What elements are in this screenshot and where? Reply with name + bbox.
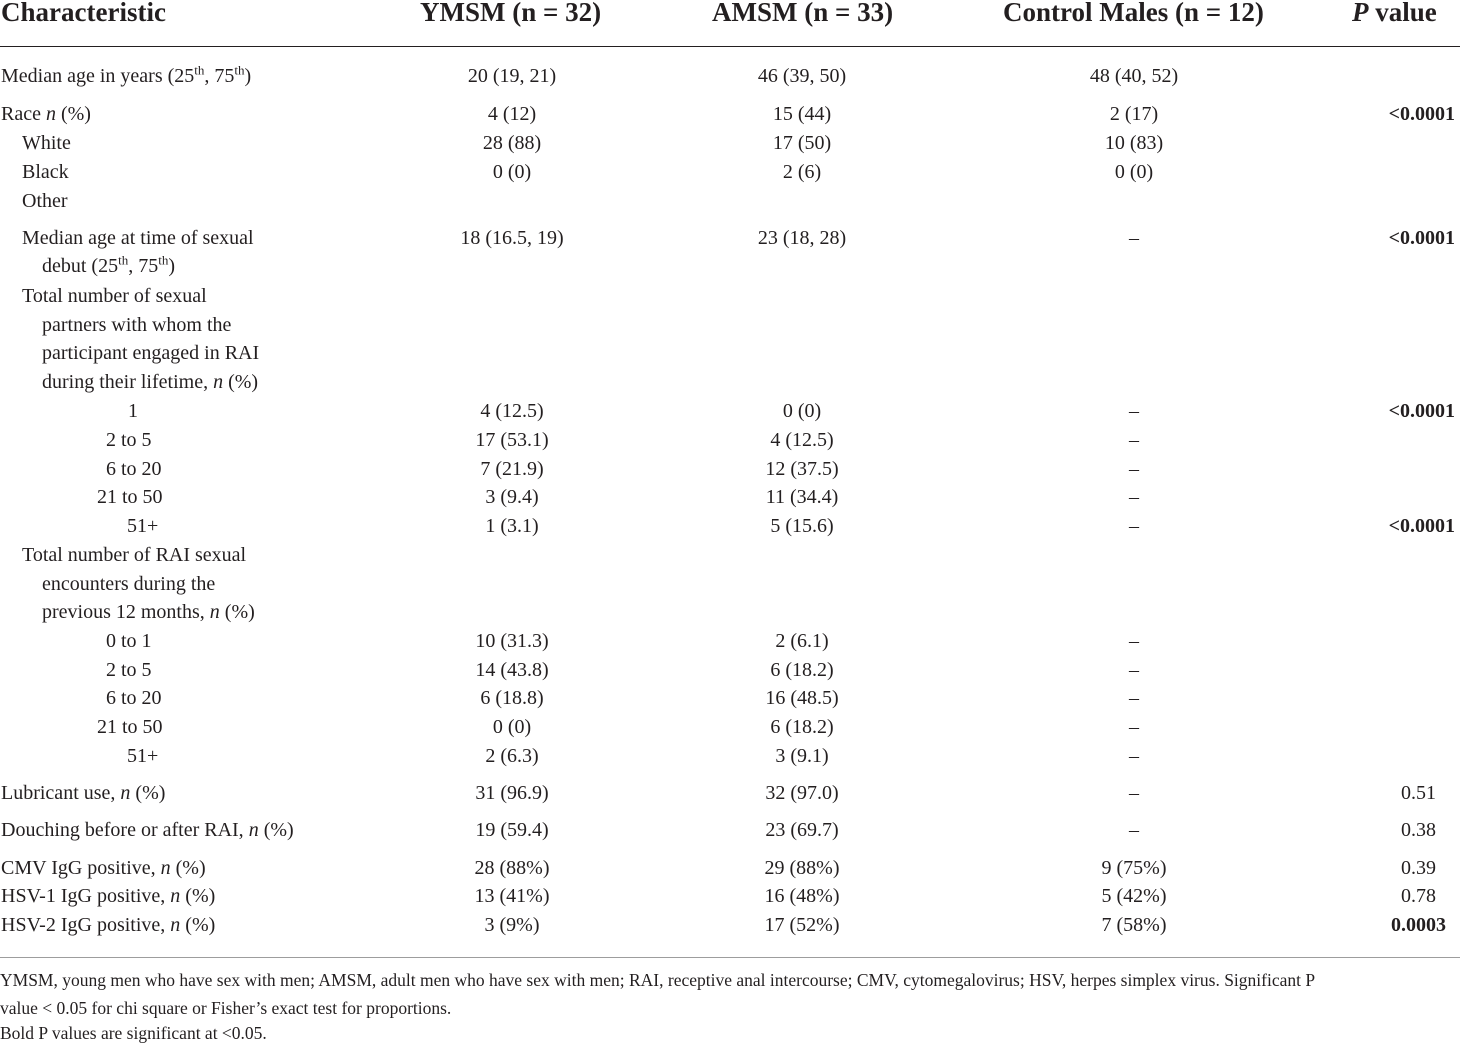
column-header-amsm: AMSM (n = 33) <box>712 0 894 27</box>
cell-ymsm: 1 (3.1) <box>485 515 539 537</box>
row-label: encounters during the <box>42 573 216 595</box>
label-text: CMV IgG positive, <box>1 857 161 879</box>
table-row <box>0 62 1460 91</box>
cell-amsm: 2 (6.1) <box>775 630 829 652</box>
cell-amsm: 3 (9.1) <box>775 745 829 767</box>
label-italic: n <box>170 885 181 907</box>
table-row-continuation <box>0 598 1460 627</box>
column-header-characteristic: Characteristic <box>1 0 166 27</box>
cell-ymsm: 7 (21.9) <box>480 458 544 480</box>
cell-amsm: 4 (12.5) <box>770 429 834 451</box>
cell-control: 5 (42%) <box>1101 885 1167 907</box>
table-row <box>0 426 1460 455</box>
cell-control: 10 (83) <box>1104 132 1164 154</box>
table-row <box>0 483 1460 512</box>
cell-control: – <box>1129 515 1139 537</box>
label-italic: n <box>213 371 224 393</box>
row-label <box>42 368 258 397</box>
table-row <box>0 656 1460 685</box>
cell-ymsm: 13 (41%) <box>474 885 550 907</box>
cell-p-value: <0.0001 <box>1388 103 1455 125</box>
row-label: 6 to 20 <box>106 687 162 709</box>
superscript: th <box>118 252 129 268</box>
column-header-control: Control Males (n = 12) <box>1003 0 1264 27</box>
row-label <box>1 882 215 911</box>
row-label: participant engaged in RAI <box>42 342 260 364</box>
row-label <box>1 911 215 940</box>
superscript: th <box>194 62 205 78</box>
cell-amsm: 0 (0) <box>782 400 822 422</box>
cell-ymsm: 4 (12) <box>487 103 537 125</box>
row-label: Black <box>22 161 69 183</box>
row-label: 51+ <box>127 745 159 767</box>
cell-ymsm: 17 (53.1) <box>475 429 549 451</box>
footnote-line: value < 0.05 for chi square or Fisher’s exact test for proportions. <box>0 998 452 1018</box>
table-row <box>0 779 1460 808</box>
table-row <box>0 684 1460 713</box>
row-label: 0 to 1 <box>106 630 152 652</box>
cell-ymsm: 6 (18.8) <box>480 687 544 709</box>
cell-amsm: 46 (39, 50) <box>757 65 847 87</box>
cell-amsm: 23 (18, 28) <box>757 227 847 249</box>
cell-control: 48 (40, 52) <box>1089 65 1179 87</box>
label-text: , 75 <box>204 65 235 87</box>
label-text: (%) <box>223 371 259 393</box>
label-text: during their lifetime, <box>42 371 214 393</box>
label-text: Median age in years (25 <box>1 65 195 87</box>
cell-ymsm: 0 (0) <box>492 716 532 738</box>
table-row-continuation <box>0 368 1460 397</box>
footnote-divider <box>0 957 1460 958</box>
label-text: debut (25 <box>42 255 119 277</box>
row-label: 21 to 50 <box>97 486 163 508</box>
table-row <box>0 224 1460 253</box>
cell-ymsm: 2 (6.3) <box>485 745 539 767</box>
cell-control: – <box>1129 687 1139 709</box>
label-text: HSV-2 IgG positive, <box>1 914 171 936</box>
label-italic: n <box>160 857 171 879</box>
table-row <box>0 541 1460 570</box>
table-header <box>0 0 1460 47</box>
cell-amsm: 6 (18.2) <box>770 659 834 681</box>
table-row <box>0 187 1460 216</box>
cell-control: – <box>1129 630 1139 652</box>
row-label: White <box>22 132 71 154</box>
table-row <box>0 158 1460 187</box>
table-row <box>0 816 1460 845</box>
cell-control: – <box>1129 458 1139 480</box>
table-row-continuation <box>0 339 1460 368</box>
cell-amsm: 17 (52%) <box>764 914 840 936</box>
cell-control: – <box>1129 782 1139 804</box>
cell-p-value: 0.0003 <box>1391 914 1446 936</box>
row-label: Total number of RAI sexual <box>22 544 247 566</box>
label-text: Lubricant use, <box>1 782 121 804</box>
cell-ymsm: 10 (31.3) <box>475 630 549 652</box>
row-label: 1 <box>128 400 138 422</box>
cell-amsm: 16 (48.5) <box>765 687 839 709</box>
cell-control: – <box>1129 429 1139 451</box>
row-label <box>42 598 255 627</box>
column-header-ymsm: YMSM (n = 32) <box>420 0 602 27</box>
table-row <box>0 627 1460 656</box>
label-text: Race <box>1 103 46 125</box>
cell-ymsm: 4 (12.5) <box>480 400 544 422</box>
cell-amsm: 32 (97.0) <box>765 782 839 804</box>
table-row <box>0 129 1460 158</box>
column-header-p-value <box>1352 0 1437 30</box>
cell-control: 9 (75%) <box>1101 857 1167 879</box>
label-italic: n <box>209 601 220 623</box>
table-row-continuation <box>0 311 1460 340</box>
cell-p-value: 0.38 <box>1401 819 1436 841</box>
cell-amsm: 16 (48%) <box>764 885 840 907</box>
row-label <box>1 854 206 883</box>
row-label: Other <box>22 190 68 212</box>
cell-amsm: 11 (34.4) <box>765 486 839 508</box>
cell-control: – <box>1129 745 1139 767</box>
cell-p-value: <0.0001 <box>1388 515 1455 537</box>
table-row <box>0 512 1460 541</box>
label-italic: n <box>170 914 181 936</box>
cell-ymsm: 3 (9.4) <box>485 486 539 508</box>
cell-amsm: 12 (37.5) <box>765 458 839 480</box>
p-header-rest: value <box>1368 0 1437 27</box>
row-label <box>1 100 91 129</box>
label-text: (%) <box>258 819 294 841</box>
table-row <box>0 713 1460 742</box>
superscript: th <box>158 252 169 268</box>
row-label: 2 to 5 <box>106 429 152 451</box>
table-row <box>0 882 1460 911</box>
row-label <box>42 252 175 281</box>
cell-control: – <box>1129 659 1139 681</box>
label-text: (%) <box>170 857 206 879</box>
row-label: 51+ <box>127 515 159 537</box>
cell-p-value: 0.39 <box>1401 857 1436 879</box>
label-text: ) <box>244 65 252 87</box>
row-label: 6 to 20 <box>106 458 162 480</box>
label-text: (%) <box>180 914 216 936</box>
cell-ymsm: 14 (43.8) <box>475 659 549 681</box>
cell-ymsm: 28 (88%) <box>474 857 550 879</box>
row-label <box>1 779 165 808</box>
label-italic: n <box>248 819 259 841</box>
cell-ymsm: 18 (16.5, 19) <box>460 227 564 249</box>
row-label: partners with whom the <box>42 314 232 336</box>
label-text: , 75 <box>128 255 159 277</box>
label-text: Douching before or after RAI, <box>1 819 249 841</box>
cell-ymsm: 20 (19, 21) <box>467 65 557 87</box>
cell-amsm: 15 (44) <box>772 103 832 125</box>
label-text: (%) <box>180 885 216 907</box>
cell-p-value: <0.0001 <box>1388 227 1455 249</box>
label-text: (%) <box>55 103 91 125</box>
table-row <box>0 911 1460 940</box>
label-text: ) <box>168 255 176 277</box>
cell-amsm: 6 (18.2) <box>770 716 834 738</box>
cell-p-value: 0.78 <box>1401 885 1436 907</box>
cell-ymsm: 19 (59.4) <box>475 819 549 841</box>
table-row-continuation <box>0 570 1460 599</box>
footnote-line: Bold P values are significant at <0.05. <box>0 1023 267 1043</box>
cell-ymsm: 3 (9%) <box>484 914 540 936</box>
cell-p-value: <0.0001 <box>1388 400 1455 422</box>
cell-amsm: 29 (88%) <box>764 857 840 879</box>
table-row <box>0 397 1460 426</box>
label-text: (%) <box>219 601 255 623</box>
table-row <box>0 282 1460 311</box>
cell-control: 7 (58%) <box>1101 914 1167 936</box>
table-row-continuation <box>0 252 1460 281</box>
cell-amsm: 23 (69.7) <box>765 819 839 841</box>
row-label: Total number of sexual <box>22 285 207 307</box>
table-row <box>0 742 1460 771</box>
footnote-line: YMSM, young men who have sex with men; AMSM, adult men who have sex with men; RAI, receptive anal intercourse; CMV, cytomegalovirus; HSV, herpes simplex virus. Significant P <box>0 970 1316 990</box>
row-label: Median age at time of sexual <box>22 227 254 249</box>
cell-control: – <box>1129 227 1139 249</box>
table-row <box>0 455 1460 484</box>
superscript: th <box>234 62 245 78</box>
cell-ymsm: 31 (96.9) <box>475 782 549 804</box>
label-text: previous 12 months, <box>42 601 210 623</box>
cell-ymsm: 28 (88) <box>482 132 542 154</box>
cell-control: – <box>1129 819 1139 841</box>
label-text: (%) <box>130 782 166 804</box>
cell-amsm: 2 (6) <box>782 161 822 183</box>
cell-p-value: 0.51 <box>1401 782 1436 804</box>
table-row <box>0 854 1460 883</box>
cell-ymsm: 0 (0) <box>492 161 532 183</box>
cell-control: – <box>1129 716 1139 738</box>
cell-amsm: 5 (15.6) <box>770 515 834 537</box>
cell-amsm: 17 (50) <box>772 132 832 154</box>
row-label <box>1 62 251 91</box>
cell-control: – <box>1129 486 1139 508</box>
p-symbol: P <box>1352 0 1369 27</box>
cell-control: – <box>1129 400 1139 422</box>
label-italic: n <box>120 782 131 804</box>
cell-control: 0 (0) <box>1114 161 1154 183</box>
label-text: HSV-1 IgG positive, <box>1 885 171 907</box>
label-italic: n <box>45 103 56 125</box>
table-row <box>0 100 1460 129</box>
row-label: 2 to 5 <box>106 659 152 681</box>
row-label <box>1 816 294 845</box>
row-label: 21 to 50 <box>97 716 163 738</box>
cell-control: 2 (17) <box>1109 103 1159 125</box>
